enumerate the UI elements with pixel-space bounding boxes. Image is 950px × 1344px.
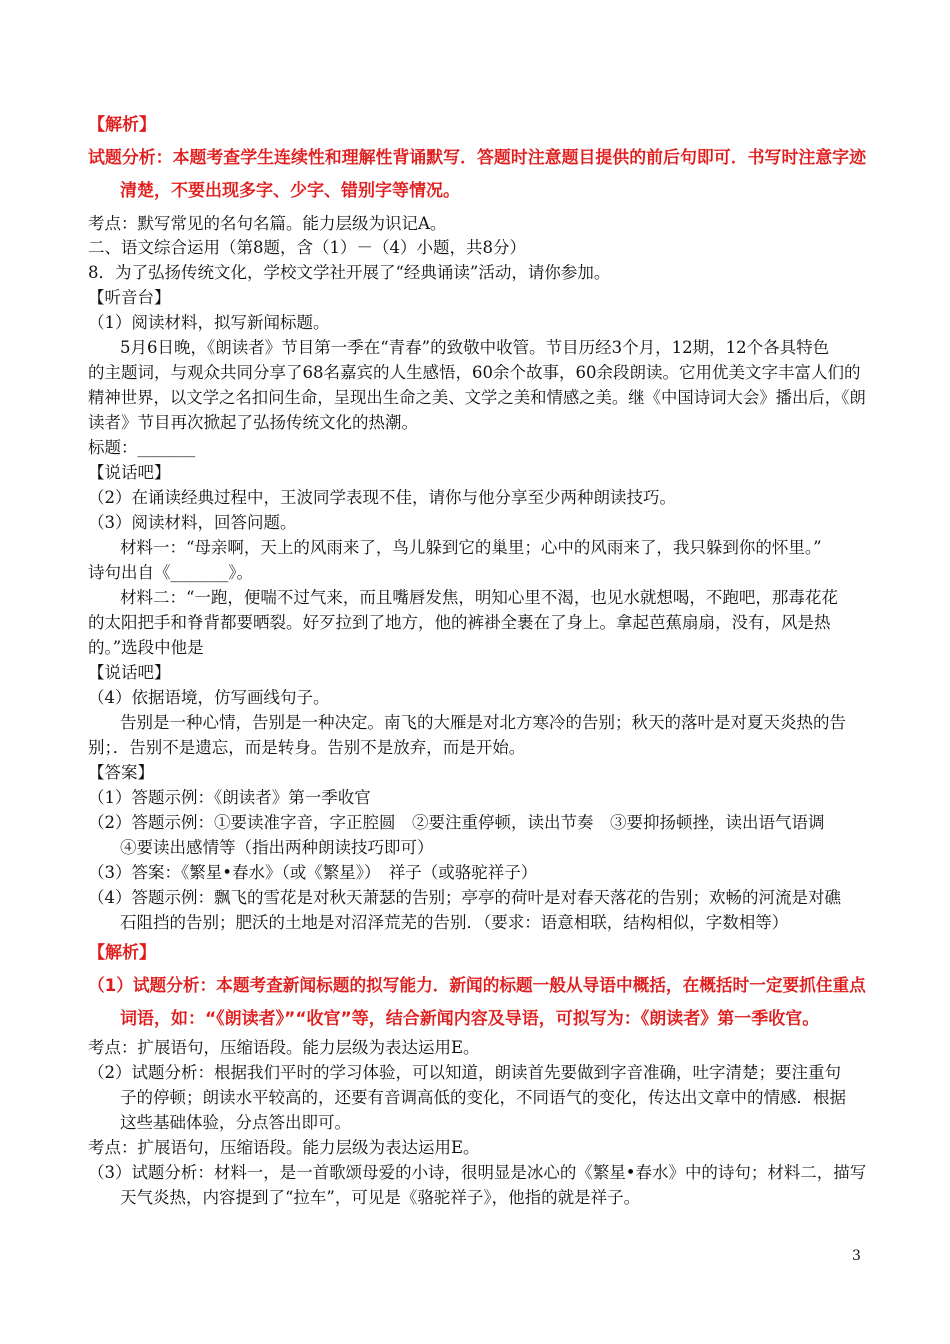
title-blank: 标题：_______ — [88, 438, 196, 457]
subsection-heading: 【听音台】 — [88, 288, 171, 307]
section-title: 二、语文综合运用（第8题，含（1）－（4）小题，共8分） — [88, 238, 526, 257]
kaodian-line: 考点：扩展语句，压缩语段。能力层级为表达运用E。 — [88, 1038, 480, 1057]
material-line: 的太阳把手和脊背都要晒裂。好歹拉到了地方，他的裤褂全裹在了身上。拿起芭蕉扇扇，没有，风是热 — [88, 613, 831, 632]
analysis-line: （2）试题分析：根据我们平时的学习体验，可以知道，朗读首先要做到字音准确，吐字清楚；要注重句 — [88, 1063, 841, 1082]
material-line: 5月6日晚，《朗读者》节目第一季在“青春”的致敬中收管。节目历经3个月，12期，12个各具特色 — [120, 338, 830, 357]
page-number: 3 — [852, 1248, 861, 1264]
analysis-line: 天气炎热，内容提到了“拉车”，可见是《骆驼祥子》，他指的就是祥子。 — [120, 1188, 641, 1207]
material-line: 精神世界，以文学之名扣问生命，呈现出生命之美、文学之美和情感之美。继《中国诗词大会》播出后，《朗 — [88, 388, 866, 407]
question-8-intro: 8．为了弘扬传统文化，学校文学社开展了“经典诵读”活动，请你参加。 — [88, 263, 611, 282]
material-line: 材料一：“母亲啊，天上的风雨来了，鸟儿躲到它的巢里；心中的风雨来了，我只躲到你的怀里。” — [120, 538, 822, 557]
material-line: 的主题词，与观众共同分享了68名嘉宾的人生感悟，60余个故事，60余段朗读。它用优美文字丰富人们的 — [88, 363, 861, 382]
analysis-text-line: （1）试题分析：本题考查新闻标题的拟写能力．新闻的标题一般从导语中概括，在概括时一定要抓住重点 — [88, 976, 866, 996]
answer-line: （1）答题示例：《朗读者》第一季收官 — [88, 788, 371, 807]
subsection-heading: 【说话吧】 — [88, 463, 171, 482]
material-line: 别；．告别不是遗忘，而是转身。告别不是放弃，而是开始。 — [88, 738, 526, 757]
analysis-text-line: 词语，如：“《朗读者》”“收官”等，结合新闻内容及导语，可拟写为：《朗读者》第一季收官。 — [120, 1009, 820, 1029]
kaodian-line: 考点：扩展语句，压缩语段。能力层级为表达运用E。 — [88, 1138, 480, 1157]
answer-line: ④要读出感情等（指出两种朗读技巧即可） — [120, 838, 434, 857]
analysis-line: 子的停顿；朗读水平较高的，还要有音调高低的变化，不同语气的变化，传达出文章中的情感．根据 — [120, 1088, 846, 1107]
answer-line: （3）答案：《繁星•春水》（或《繁星》） 祥子（或骆驼祥子） — [88, 863, 538, 882]
material-line: 的。”选段中他是 — [88, 638, 204, 657]
question-1: （1）阅读材料，拟写新闻标题。 — [88, 313, 330, 332]
analysis-line: （3）试题分析：材料一，是一首歌颂母爱的小诗，很明显是冰心的《繁星•春水》中的诗句；材料二，描写 — [88, 1163, 867, 1182]
answer-line: （4）答题示例：飘飞的雪花是对秋天萧瑟的告别；亭亭的荷叶是对春天落花的告别；欢畅的河流是对礁 — [88, 888, 841, 907]
answer-line: （2）答题示例：①要读准字音，字正腔圆 ②要注重停顿，读出节奏 ③要抑扬顿挫，读出语气语调 — [88, 813, 825, 832]
analysis-heading: 【解析】 — [88, 943, 156, 963]
analysis-text-line: 清楚，不要出现多字、少字、错别字等情况。 — [120, 181, 460, 201]
kaodian-line: 考点：默写常见的名句名篇。能力层级为识记A。 — [88, 214, 447, 233]
answer-heading: 【答案】 — [88, 763, 154, 782]
material-line: 诗句出自《_______》。 — [88, 563, 253, 582]
subsection-heading: 【说话吧】 — [88, 663, 171, 682]
material-line: 告别是一种心情，告别是一种决定。南飞的大雁是对北方寒冷的告别；秋天的落叶是对夏天炎热的告 — [120, 713, 846, 732]
question-3: （3）阅读材料，回答问题。 — [88, 513, 297, 532]
question-4: （4）依据语境，仿写画线句子。 — [88, 688, 330, 707]
analysis-heading: 【解析】 — [88, 115, 156, 135]
material-line: 材料二：“一跑，便喘不过气来，而且嘴唇发焦，明知心里不渴，也见水就想喝，不跑吧，那毒花花 — [120, 588, 838, 607]
material-line: 读者》节目再次掀起了弘扬传统文化的热潮。 — [88, 413, 418, 432]
question-2: （2）在诵读经典过程中，王波同学表现不佳，请你与他分享至少两种朗读技巧。 — [88, 488, 676, 507]
analysis-text-line: 试题分析：本题考查学生连续性和理解性背诵默写．答题时注意题目提供的前后句即可．书写时注意字迹 — [88, 148, 867, 168]
analysis-line: 这些基础体验，分点答出即可。 — [120, 1113, 351, 1132]
answer-line: 石阻挡的告别；肥沃的土地是对沼泽荒芜的告别．（要求：语意相联，结构相似，字数相等） — [120, 913, 789, 932]
